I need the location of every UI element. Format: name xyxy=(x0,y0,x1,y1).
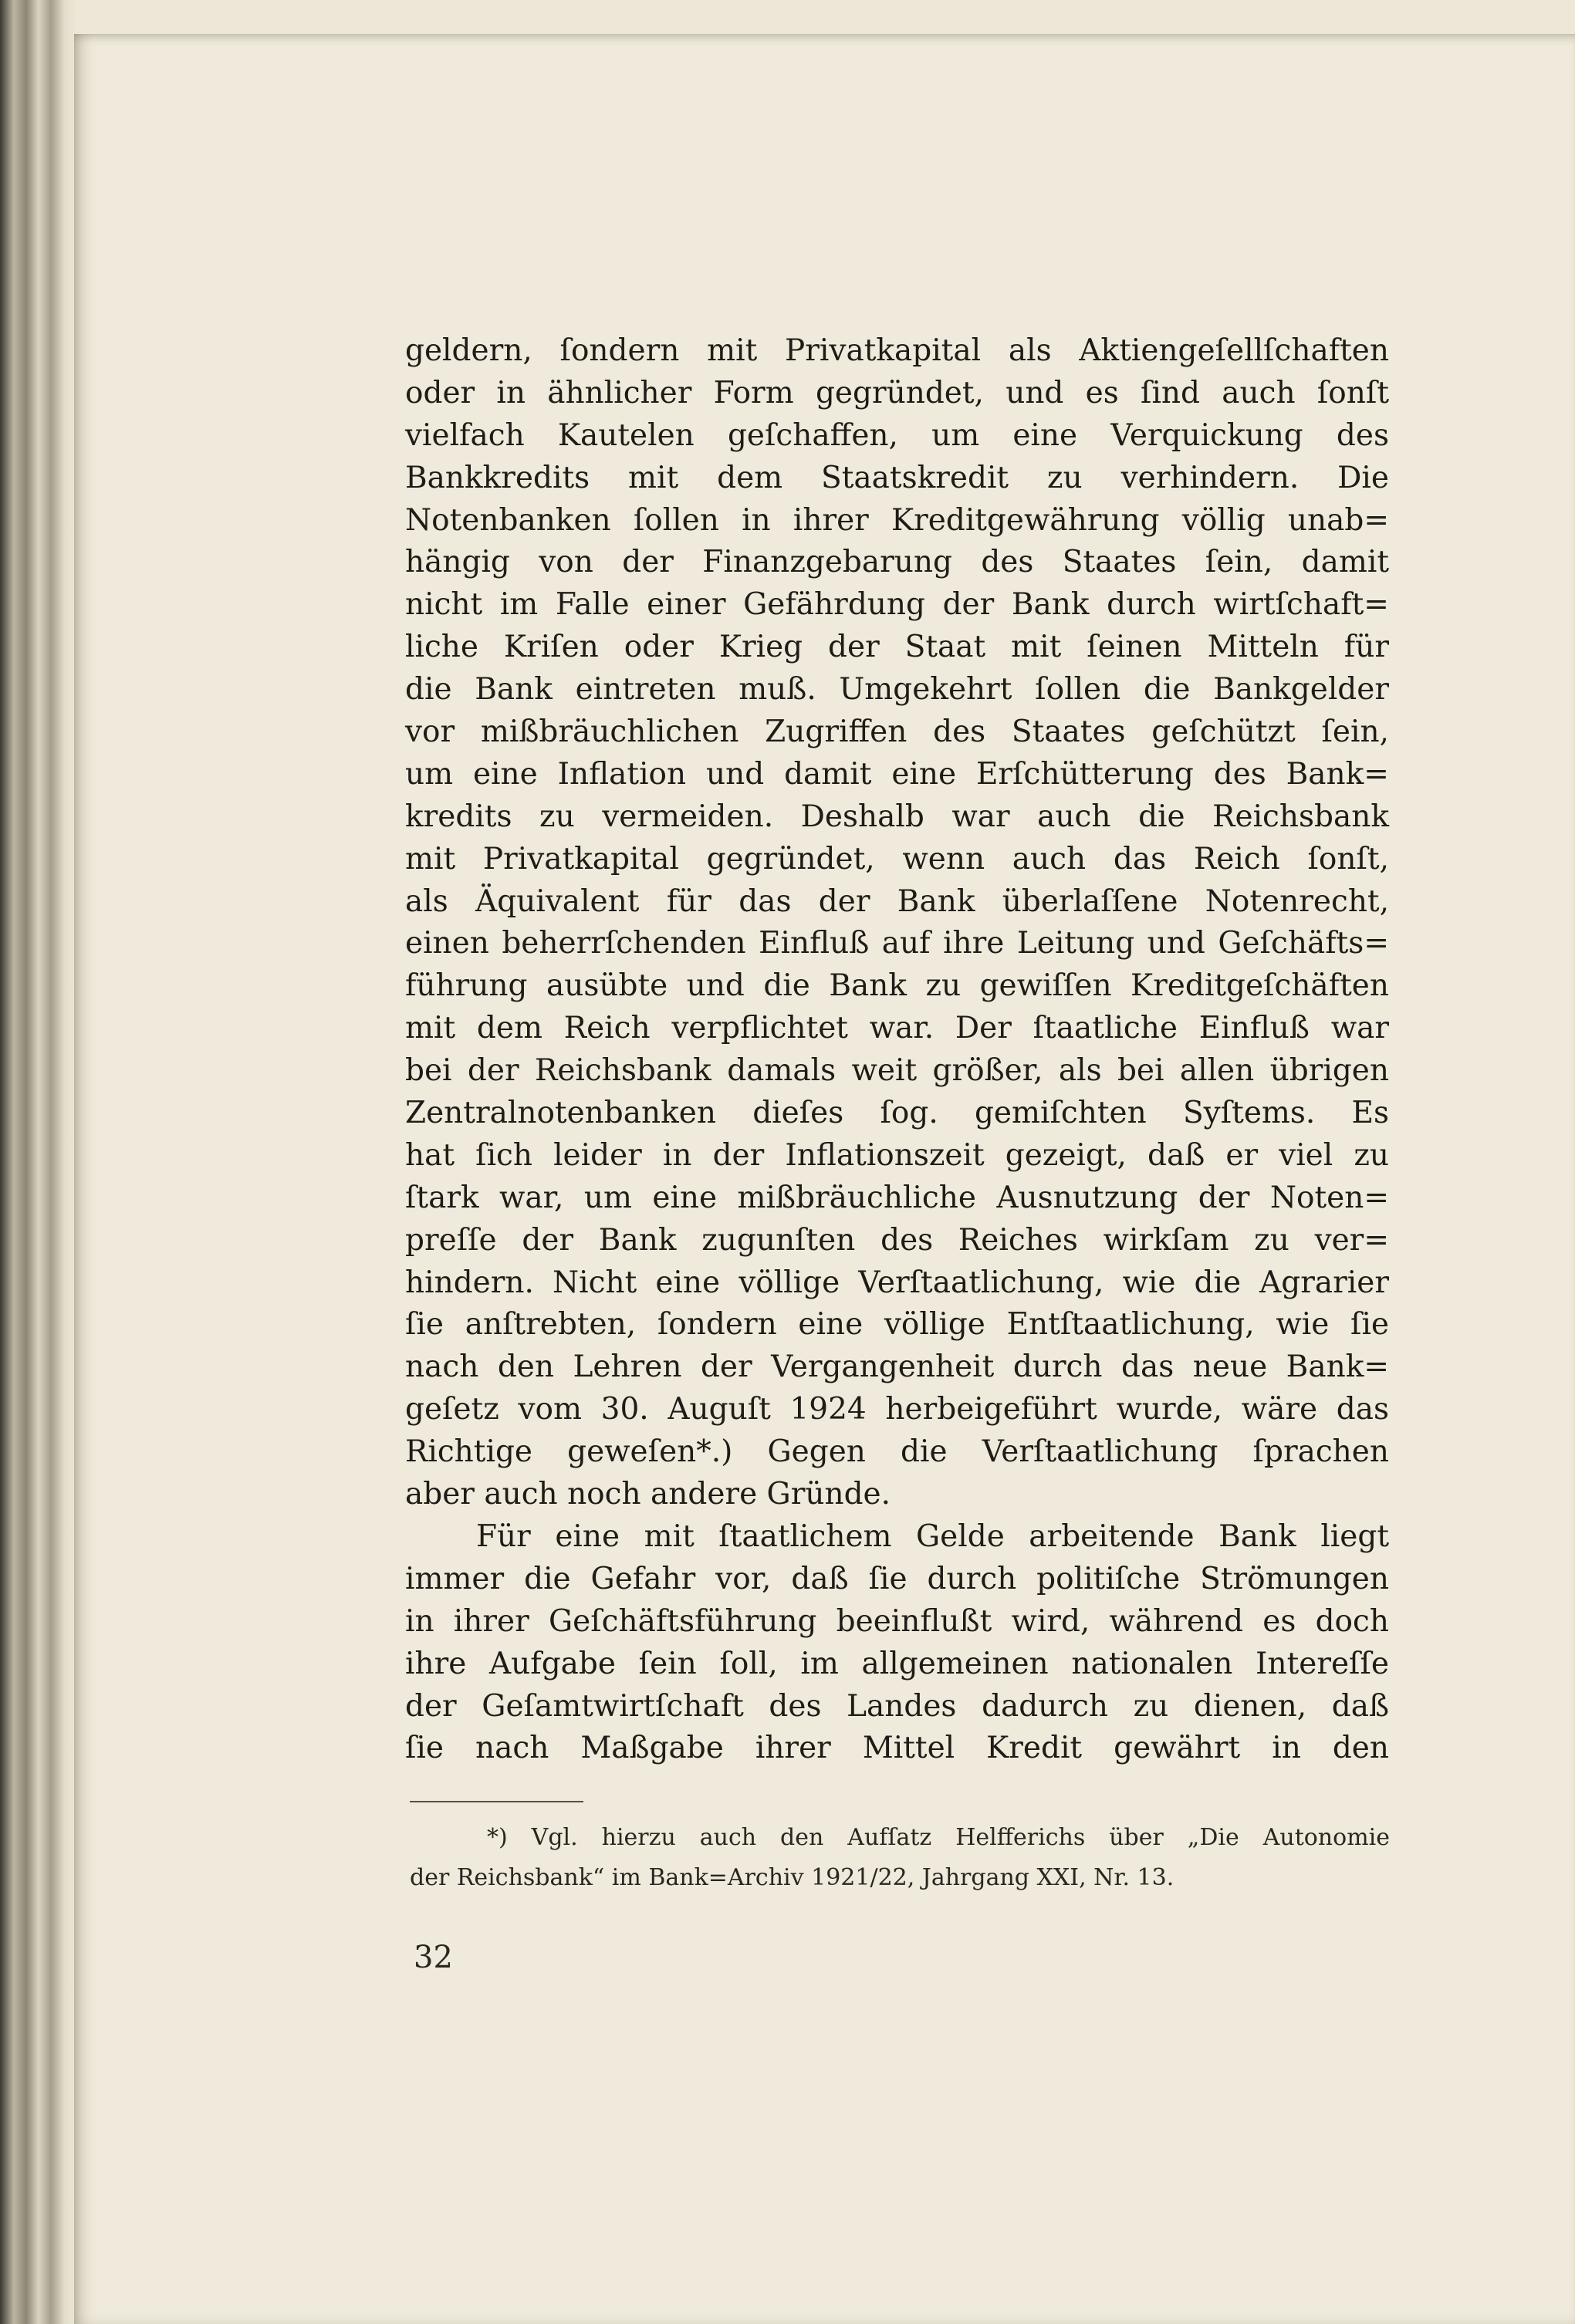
text-line: um eine Inflation und damit eine Erſchütterung des Bank= xyxy=(405,756,1389,792)
text-line: vielfach Kautelen geſchaffen, um eine Verquickung des xyxy=(405,417,1389,453)
paragraph-start-line: Für eine mit ſtaatlichem Gelde arbeitende Bank liegt xyxy=(476,1518,1389,1554)
paragraph-end-line: aber auch noch andere Gründe. xyxy=(405,1477,891,1512)
text-line: führung ausübte und die Bank zu gewiſſen Kreditgeſchäften xyxy=(405,968,1389,1004)
text-line: hindern. Nicht eine völlige Verſtaatlichung, wie die Agrarier xyxy=(405,1265,1389,1300)
page-number: 32 xyxy=(414,1940,453,1975)
text-line: immer die Gefahr vor, daß ſie durch politiſche Strömungen xyxy=(405,1561,1389,1596)
text-line: einen beherrſchenden Einfluß auf ihre Leitung und Geſchäfts= xyxy=(405,926,1389,961)
text-line: ſie nach Maßgabe ihrer Mittel Kredit gewährt in den xyxy=(405,1731,1389,1766)
text-line: ihre Aufgabe ſein ſoll, im allgemeinen nationalen Intereſſe xyxy=(405,1646,1389,1681)
footnote-divider xyxy=(410,1801,583,1802)
text-line: liche Kriſen oder Krieg der Staat mit ſeinen Mitteln für xyxy=(405,630,1389,665)
text-line: kredits zu vermeiden. Deshalb war auch die Reichsbank xyxy=(405,799,1389,834)
text-line: nach den Lehren der Vergangenheit durch das neue Bank= xyxy=(405,1349,1389,1385)
footnote xyxy=(410,1818,1390,1898)
footnote-line: der Reichsbank“ im Bank=Archiv 1921/22, Jahrgang XXI, Nr. 13. xyxy=(410,1864,1174,1891)
text-line: oder in ähnlicher Form gegründet, und es ſind auch ſonſt xyxy=(405,375,1389,410)
body-text xyxy=(405,330,1389,1770)
text-line: hat ſich leider in der Inflationszeit gezeigt, daß er viel zu xyxy=(405,1137,1389,1173)
footnote-line: *) Vgl. hierzu auch den Aufſatz Helfferichs über „Die Autonomie xyxy=(487,1824,1390,1851)
text-line: mit dem Reich verpflichtet war. Der ſtaatliche Einfluß war xyxy=(405,1011,1389,1046)
text-line: in ihrer Geſchäftsführung beeinflußt wird, während es doch xyxy=(405,1603,1389,1639)
text-line: hängig von der Finanzgebarung des Staates ſein, damit xyxy=(405,545,1389,580)
text-line: nicht im Falle einer Gefährdung der Bank durch wirtſchaft= xyxy=(405,587,1389,623)
text-line: Richtige geweſen*.) Gegen die Verſtaatlichung ſprachen xyxy=(405,1434,1389,1470)
text-line: mit Privatkapital gegründet, wenn auch das Reich ſonſt, xyxy=(405,841,1389,877)
text-line: bei der Reichsbank damals weit größer, als bei allen übrigen xyxy=(405,1053,1389,1089)
book-page xyxy=(74,34,1575,2324)
text-line: der Geſamtwirtſchaft des Landes dadurch zu dienen, daß xyxy=(405,1688,1389,1724)
text-line: Notenbanken ſollen in ihrer Kreditgewährung völlig unab= xyxy=(405,502,1389,538)
text-line: Bankkredits mit dem Staatskredit zu verhindern. Die xyxy=(405,460,1389,495)
text-line: geldern, ſondern mit Privatkapital als Aktiengeſellſchaften xyxy=(405,333,1389,368)
text-line: als Äquivalent für das der Bank überlaſſene Notenrecht, xyxy=(405,883,1389,919)
text-line: ſie anſtrebten, ſondern eine völlige Entſtaatlichung, wie ſie xyxy=(405,1307,1389,1343)
text-line: ſtark war, um eine mißbräuchliche Ausnutzung der Noten= xyxy=(405,1180,1389,1215)
text-line: geſetz vom 30. Auguſt 1924 herbeigeführt wurde, wäre das xyxy=(405,1392,1389,1427)
text-line: Zentralnotenbanken dieſes ſog. gemiſchten Syſtems. Es xyxy=(405,1096,1389,1131)
text-line: die Bank eintreten muß. Umgekehrt ſollen die Bankgelder xyxy=(405,672,1389,708)
text-line: vor mißbräuchlichen Zugriffen des Staates geſchützt ſein, xyxy=(405,714,1389,750)
text-line: preſſe der Bank zugunſten des Reiches wirkſam zu ver= xyxy=(405,1222,1389,1258)
